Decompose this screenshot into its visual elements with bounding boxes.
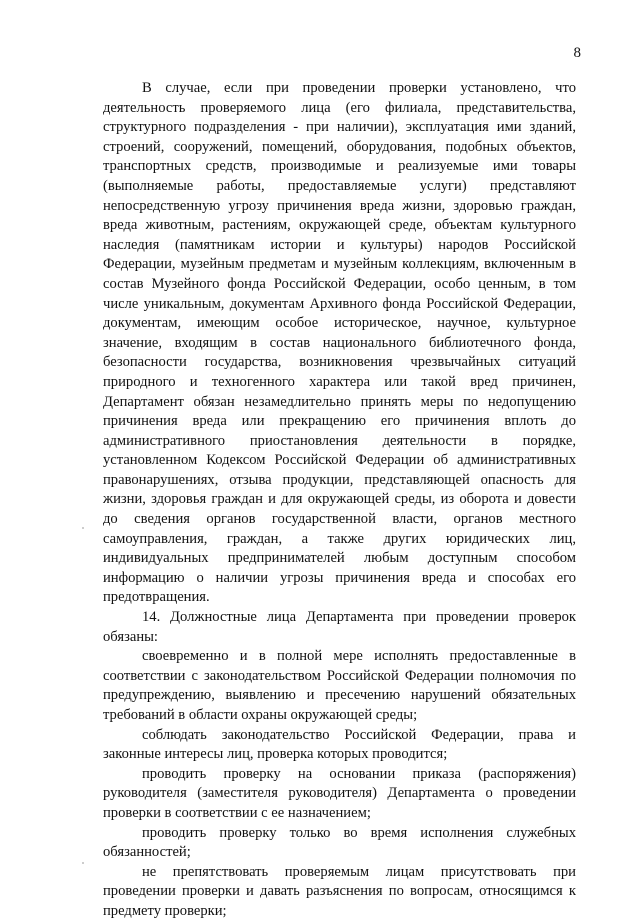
paragraph-duty-presence: не препятствовать проверяемым лицам присутствовать при проведении проверки и давать разъяснения по вопросам, относящимся к предмету проверки;: [103, 863, 576, 919]
document-body: [103, 79, 576, 922]
page-number: 8: [573, 45, 581, 61]
paragraph-duty-legislation: соблюдать законодательство Российской Федерации, права и законные интересы лиц, проверка которых проводится;: [103, 726, 576, 763]
paragraph-threat-measures: В случае, если при проведении проверки установлено, что деятельность проверяемого лица (его филиала, представительства, структурного подразделения - при наличии), эксплуатация ими зданий, строений, сооружений, помещений, оборудования, подобных объектов, транспортных средств, производимые и реализуемые ими товары (выполняемые работы, предоставляемые услуги) представляют непосредственную угрозу причинения вреда жизни, здоровью граждан, вреда животным, растениям, окружающей среде, объектам культурного наследия (памятникам истории и культуры) народов Российской Федерации, музейным предметам и музейным коллекциям, включенным в состав Музейного фонда Российской Федерации, особо ценным, в том числе уникальным, документам Архивного фонда Российской Федерации, документам, имеющим особое историческое, научное, культурное значение, входящим в состав национального библиотечного фонда, безопасности государства, возникновения чрезвычайных ситуаций природного и техногенного характера или такой вред причинен, Департамент обязан незамедлительно принять меры по недопущению причинения вреда или прекращению его причинения вплоть до административного приостановления деятельности в порядке, установленном Кодексом Российской Федерации об административных правонарушениях, отзыва продукции, представляющей опасность для жизни, здоровья граждан и для окружающей среды, из оборота и довести до сведения органов государственной власти, органов местного самоуправления, граждан, а также других юридических лиц, индивидуальных предпринимателей любым доступным способом информацию о наличии угрозы причинения вреда и способах его предотвращения.: [103, 80, 576, 606]
paragraph-duty-time: проводить проверку только во время исполнения служебных обязанностей;: [103, 824, 576, 861]
paragraph-duty-order: проводить проверку на основании приказа (распоряжения) руководителя (заместителя руководителя) Департамента о проведении проверки в соответствии с ее назначением;: [103, 765, 576, 821]
margin-mark: [82, 527, 84, 529]
margin-mark: [82, 862, 84, 864]
paragraph-clause-14: 14. Должностные лица Департамента при проведении проверок обязаны:: [103, 609, 576, 645]
paragraph-duty-powers: своевременно и в полной мере исполнять предоставленные в соответствии с законодательством Российской Федерации полномочия по предупреждению, выявлению и пресечению нарушений обязательных требований в области охраны окружающей среды;: [103, 648, 576, 723]
